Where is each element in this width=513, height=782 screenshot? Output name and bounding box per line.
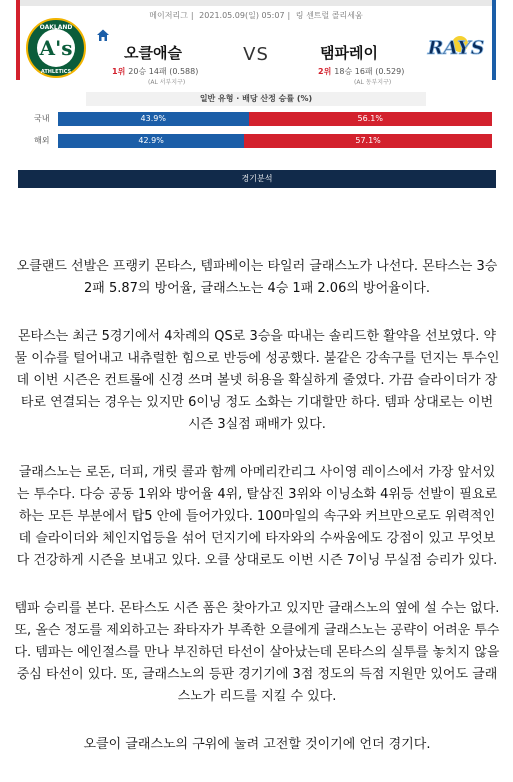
svg-text:A's: A's xyxy=(39,36,73,60)
stat-row-label: 국내 xyxy=(34,114,50,123)
game-date: 2021.05.09(일) 05:07 xyxy=(199,11,285,20)
win-rate-title: 일반 유형 · 배당 산정 승률 (%) xyxy=(86,92,426,106)
home-bar xyxy=(58,134,244,148)
stat-row-domestic xyxy=(16,112,496,126)
home-rank: 1위 xyxy=(112,67,126,76)
svg-text:OAKLAND: OAKLAND xyxy=(39,24,73,31)
stat-row-label: 해외 xyxy=(34,136,50,145)
matchup-card xyxy=(16,0,496,168)
article-body xyxy=(14,256,500,782)
article-paragraph: 오클이 글래스노의 구위에 눌려 고전할 것이기에 언더 경기다. xyxy=(83,737,431,752)
away-bar xyxy=(249,112,492,126)
away-bar-value: 57.1% xyxy=(355,136,381,145)
stadium-label: 링 센트럴 콜리세움 xyxy=(295,11,363,20)
game-analysis-button[interactable]: 경기분석 xyxy=(18,170,496,188)
article-paragraph: 템파 승리를 본다. 몬타스도 시즌 폼은 찾아가고 있지만 글래스노의 옆에 설 수는 없다. 또, 올슨 정도를 제외하고는 좌타자가 부족한 오클에게 글래스노는 공략이 어려운 투수다. 템파는 에인절스를 만나 부진하던 타선이 살아났는데 몬타스의 실투를 놓치지 않을 중심 타선이 있다. 또, 글래스노의 등판 경기기에 3점 정도의 득점 지원만 있어도 글래스노가 리드를 지킬 수 있다. xyxy=(14,601,500,704)
tampa-bay-rays-logo xyxy=(426,18,486,78)
away-bar-value: 56.1% xyxy=(357,114,383,123)
away-bar xyxy=(244,134,492,148)
home-bar-value: 42.9% xyxy=(138,136,164,145)
home-team-name[interactable]: 오클애슬 xyxy=(124,44,182,62)
top-bar xyxy=(16,0,496,6)
vs-label: VS xyxy=(243,44,269,65)
away-record xyxy=(318,66,404,77)
article-paragraph: 몬타스는 최근 5경기에서 4차례의 QS로 3승을 따내는 솔리드한 활약을 선보였다. 약물 이슈를 털어내고 내츄럴한 힘으로 반등에 성공했다. 불같은 강속구를 던지는 투수인데 이번 시즌은 컨트롤에 신경 쓰며 볼넷 허용을 확실하게 줄였다. 가끔 슬라이더가 장타로 연결되는 경우는 있지만 6이닝 정도 소화는 기대할만 하다. 템파 상대로는 이번 시즌 3실점 패배가 있다. xyxy=(14,329,500,432)
away-record-text: 18승 16패 (0.529) xyxy=(334,67,405,76)
league-label: 메이저리그 xyxy=(149,11,188,20)
away-division: (AL 동부지구) xyxy=(354,79,392,86)
away-rank: 2위 xyxy=(318,67,332,76)
stat-bar xyxy=(58,134,492,148)
stat-bar xyxy=(58,112,492,126)
stat-row-overseas xyxy=(16,134,496,148)
svg-text:RAYS: RAYS xyxy=(427,37,485,59)
home-bar xyxy=(58,112,249,126)
article-paragraph: 오클랜드 선발은 프랭키 몬타스, 템파베이는 타일러 글래스노가 나선다. 몬타스는 3승 2패 5.87의 방어율, 글래스노는 4승 1패 2.06의 방어율이다. xyxy=(16,259,498,296)
home-record-text: 20승 14패 (0.588) xyxy=(128,67,199,76)
home-bar-value: 43.9% xyxy=(140,114,166,123)
home-division: (AL 서부지구) xyxy=(148,79,186,86)
home-record xyxy=(112,66,198,77)
svg-text:ATHLETICS: ATHLETICS xyxy=(40,69,72,75)
game-meta: 메이저리그 | 2021.05.09(일) 05:07 | 링 센트럴 콜리세움 xyxy=(149,11,363,20)
away-team-name[interactable]: 탬파레이 xyxy=(320,44,378,62)
article-paragraph: 글래스노는 로돈, 더피, 개릿 콜과 함께 아메리칸리그 사이영 레이스에서 가장 앞서있는 투수다. 다승 공동 1위와 방어율 4위, 탈삼진 3위와 이닝소화 4위등 선발이 필요로 하는 모든 부분에서 탑5 안에 들어가있다. 100마일의 속구와 커브만으로도 위력적인데 슬라이더와 체인지업등을 섞어 던지기에 타자와의 수싸움에도 강점이 있고 무엇보다 건강하게 시즌을 보내고 있다. 오클 상대로도 이번 시즌 7이닝 무실점 승리가 있다. xyxy=(16,465,498,568)
home-team-icon xyxy=(96,28,110,42)
